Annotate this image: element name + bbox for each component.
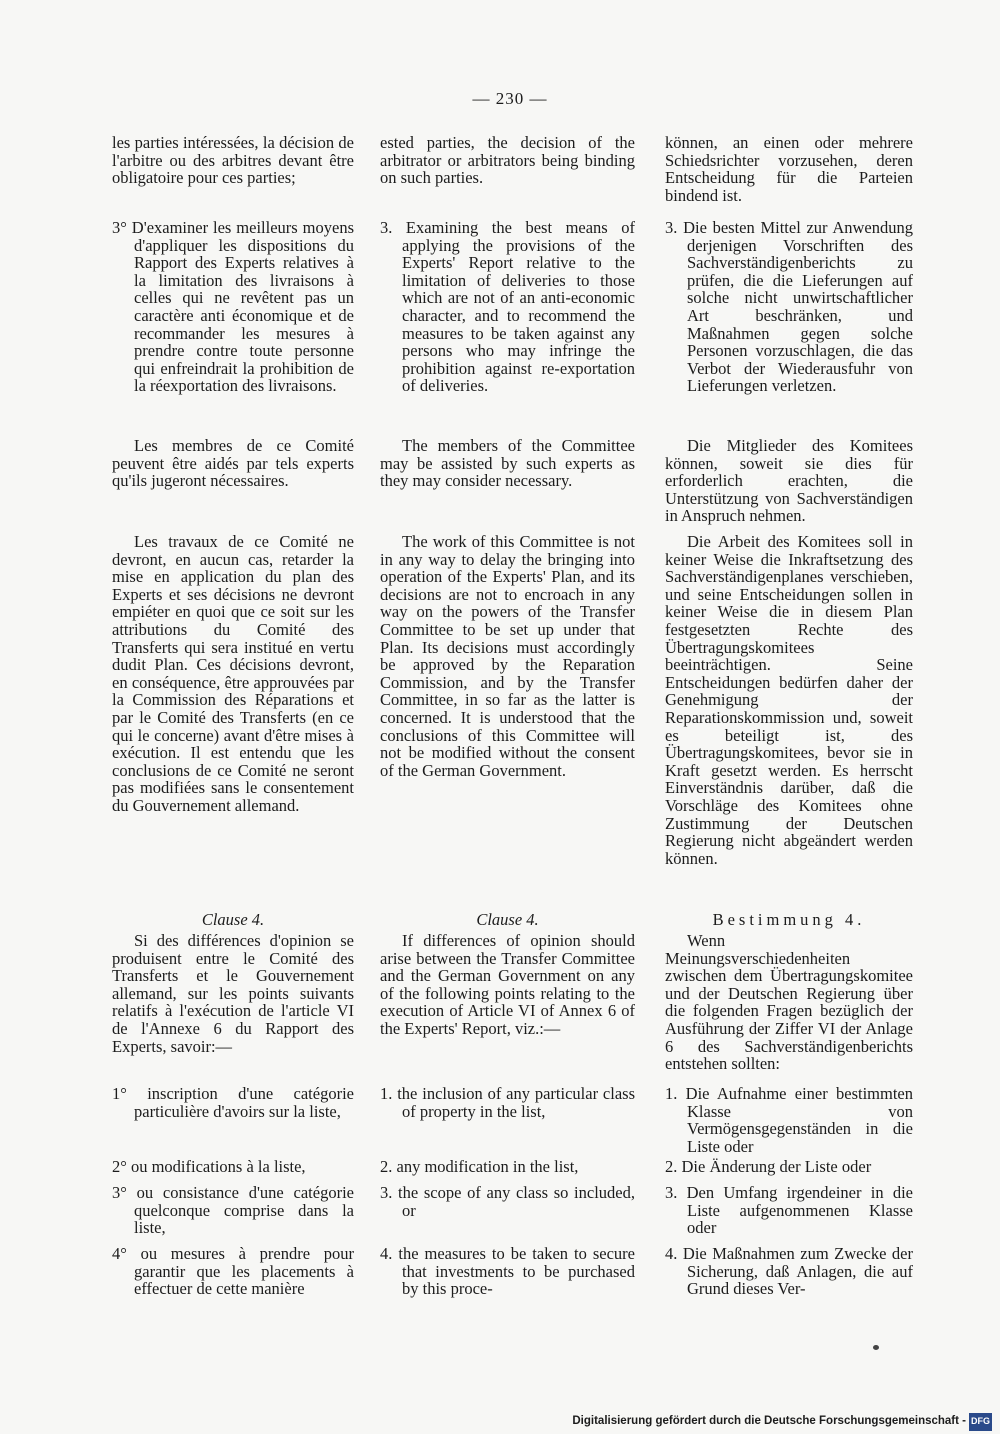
en-clause-heading: Clause 4.: [476, 910, 539, 929]
page-number: — 230 —: [472, 89, 548, 108]
fr-paragraph-3: Les travaux de ce Comité ne devront, en aucun cas, retarder la mise en application du plan des Experts et ses décisions ne devront empiéter en quoi que ce soit sur les attributions du Comité des Transferts qui sera institué en vertu dudit Plan. Ces décisions devront, en conséquence, être approuvées par la Commission des Réparations et par le Comité des Transferts (en ce qui le concerne) avant d'être mises à exécution. Il est entendu que les conclusions de ce Comité ne seront pas modifiées sans le consentement du Gouvernement allemand.: [112, 532, 354, 815]
en-paragraph-4: If differences of opinion should arise between the Transfer Committee and the German Government on any of the following points relating to the execution of Article VI of Annex 6 of the Experts' Report, viz.:—: [380, 931, 635, 1038]
de-paragraph-2: Die Mitglieder des Komitees können, soweit sie dies für erforderlich erachten, die Unterstützung von Sachverständigen in Anspruch nehmen.: [665, 436, 913, 526]
en-list-item-1: 1. the inclusion of any particular class of property in the list,: [380, 1084, 635, 1121]
en-paragraph-2: The members of the Committee may be assisted by such experts as they may consider necessary.: [380, 436, 635, 491]
de-list-item-3: 3. Den Umfang irgendeiner in die Liste aufgenommenen Klasse oder: [665, 1183, 913, 1238]
fr-clause-heading: Clause 4.: [201, 910, 265, 929]
fr-paragraph-1: les parties intéressées, la décision de l'arbitre ou des arbitres devant être obligatoire pour ces parties;: [112, 133, 354, 188]
footer-text: Digitalisierung gefördert durch die Deutsche Forschungsgemeinschaft -: [572, 1415, 966, 1427]
en-list-item-4: 4. the measures to be taken to secure that investments to be purchased by this proce-: [380, 1244, 635, 1299]
en-paragraph-1: ested parties, the decision of the arbitrator or arbitrators being binding on such parties.: [380, 133, 635, 188]
fr-item-3: 3° D'examiner les meilleurs moyens d'appliquer les dispositions du Rapport des Experts relatives à la limitation des livraisons à celles qui ne revêtent pas un caractère anti économique et de recommander les mesures à prendre contre toute personne qui enfreindrait la prohibition de la réexportation des livraisons.: [112, 218, 354, 396]
de-item-3: 3. Die besten Mittel zur Anwendung derjenigen Vorschriften des Sachverständigenberichts zu prüfen, die die Lieferungen auf solche nicht unwirtschaftlicher Art beschränken, und Maßnahmen gegen solche Personen vorzuschlagen, die das Verbot der Wiederausfuhr von Lieferungen verletzen.: [665, 218, 913, 396]
en-list-item-3: 3. the scope of any class so included, or: [380, 1183, 635, 1220]
fr-paragraph-4: Si des différences d'opinion se produisent entre le Comité des Transferts et le Gouvernement allemand, sur les points suivants relatifs à l'exécution de l'article VI de l'Annexe 6 du Rapport des Experts, savoir:—: [112, 931, 354, 1056]
fr-list-item-2: 2° ou modifications à la liste,: [112, 1157, 306, 1176]
de-list-item-2: 2. Die Änderung der Liste oder: [665, 1157, 872, 1176]
ink-spot: [873, 1345, 879, 1350]
fr-list-item-1: 1° inscription d'une catégorie particulière d'avoirs sur la liste,: [112, 1084, 354, 1121]
digitization-footer: [572, 1413, 992, 1431]
de-list-item-1: 1. Die Aufnahme einer bestimmten Klasse von Vermögensgegenständen in die Liste oder: [665, 1084, 913, 1156]
fr-list-item-3: 3° ou consistance d'une catégorie quelconque comprise dans la liste,: [112, 1183, 354, 1238]
en-list-item-2: 2. any modification in the list,: [380, 1157, 579, 1176]
en-item-3: 3. Examining the best means of applying the provisions of the Experts' Report relative to the limitation of deliveries to those which are not of an anti-economic character, and to recommend the measures to be taken against any persons who may infringe the prohibition against re-exportation of deliveries.: [380, 218, 635, 396]
dfg-logo: DFG: [969, 1413, 992, 1431]
de-paragraph-3: Die Arbeit des Komitees soll in keiner Weise die Inkraftsetzung des Sachverständigenplanes verschieben, und seine Entscheidungen sollen in keiner Weise die in diesem Plan festgesetzten Rechte des Übertragungskomitees beeinträchtigen. Seine Entscheidungen bedürfen daher der Genehmigung der Reparationskommission und, soweit es beteiligt ist, des Übertragungskomitees, bevor sie in Kraft gesetzt werden. Es herrscht Einverständnis darüber, daß die Vorschläge des Komitees ohne Zustimmung der Deutschen Regierung nicht abgeändert werden können.: [665, 532, 913, 868]
de-clause-heading: Bestimmung 4.: [712, 910, 866, 929]
fr-paragraph-2: Les membres de ce Comité peuvent être aidés par tels experts qu'ils jugeront nécessaires.: [112, 436, 354, 491]
de-paragraph-4: Wenn Meinungsverschiedenheiten zwischen dem Übertragungskomitee und der Deutschen Regierung über die folgenden Fragen bezüglich der Ausführung der Ziffer VI der Anlage 6 des Sachverständigenberichts entstehen sollten:: [665, 931, 913, 1074]
en-paragraph-3: The work of this Committee is not in any way to delay the bringing into operation of the Experts' Plan, and its decisions are not to encroach in any way on the powers of the Transfer Committee to be set up under that Plan. Its decisions must accordingly be approved by the Reparation Commission, and by the Transfer Committee, in so far as the latter is concerned. It is understood that the conclusions of this Committee will not be modified without the consent of the German Government.: [380, 532, 635, 780]
fr-list-item-4: 4° ou mesures à prendre pour garantir que les placements à effectuer de cette manière: [112, 1244, 354, 1299]
de-paragraph-1: können, an einen oder mehrere Schiedsrichter vorzusehen, deren Entscheidung für die Parteien bindend ist.: [665, 133, 913, 205]
de-list-item-4: 4. Die Maßnahmen zum Zwecke der Sicherung, daß Anlagen, die auf Grund dieses Ver-: [665, 1244, 913, 1299]
